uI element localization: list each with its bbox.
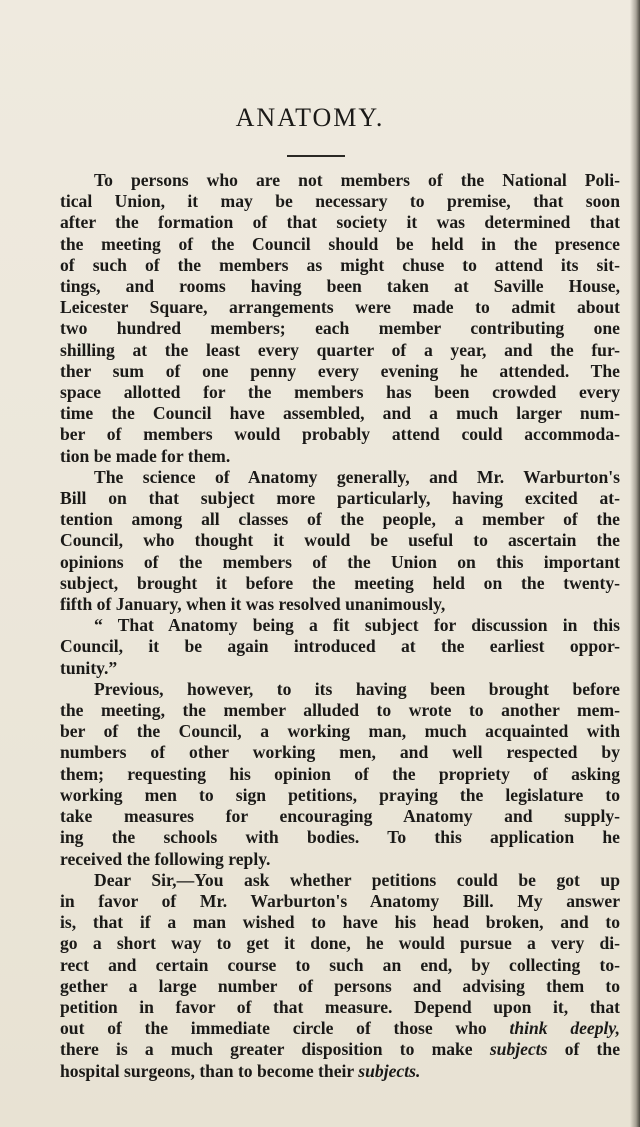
- text-line: received the following reply.: [60, 848, 271, 869]
- text-line: is, that if a man wished to have his head broken, and to: [60, 912, 620, 933]
- text-line: working men to sign petitions, praying the legislature to: [60, 784, 620, 805]
- text-line: Council, who thought it would be useful to ascertain the: [60, 530, 620, 551]
- text-line: numbers of other working men, and well respected by: [60, 742, 620, 763]
- text-line: subject, brought it before the meeting held on the twenty-: [60, 572, 620, 593]
- text-line: in favor of Mr. Warburton's Anatomy Bill. My answer: [60, 890, 620, 911]
- text-line: tical Union, it may be necessary to premise, that soon: [60, 191, 620, 212]
- text-line: ther sum of one penny every evening he attended. The: [60, 360, 620, 381]
- text-line: the meeting, the member alluded to wrote to another mem-: [60, 700, 620, 721]
- text-line: space allotted for the members has been crowded every: [60, 382, 620, 403]
- text-line: tion be made for them.: [60, 445, 231, 466]
- emphasis-text: subjects: [489, 1039, 548, 1060]
- text-line: two hundred members; each member contributing one: [60, 318, 620, 339]
- text-line: Dear Sir,—You ask whether petitions could be got up: [94, 869, 620, 890]
- text-line: opinions of the members of the Union on this important: [60, 551, 620, 572]
- text-line: out of the immediate circle of those who think deeply,: [60, 1018, 620, 1039]
- text-line: rect and certain course to such an end, by collecting to-: [60, 954, 620, 975]
- emphasis-text: subjects.: [358, 1060, 421, 1081]
- text-line: take measures for encouraging Anatomy and supply-: [60, 806, 620, 827]
- page-edge-shadow: [630, 0, 640, 1127]
- text-line: To persons who are not members of the National Poli-: [94, 170, 620, 190]
- text-line: ing the schools with bodies. To this application he: [60, 827, 620, 848]
- text-line: shilling at the least every quarter of a year, and the fur-: [60, 339, 620, 360]
- text-line: Previous, however, to its having been brought before: [94, 678, 620, 699]
- text-line: hospital surgeons, than to become their subjects.: [60, 1060, 421, 1081]
- title-rule: [287, 155, 345, 157]
- emphasis-text: think deeply,: [509, 1018, 620, 1039]
- text-line: The science of Anatomy generally, and Mr. Warburton's: [94, 466, 620, 487]
- text-line: tention among all classes of the people, a member of the: [60, 509, 620, 530]
- text-line: ber of members would probably attend could accommoda-: [60, 424, 620, 445]
- text-line: go a short way to get it done, he would pursue a very di-: [60, 933, 620, 954]
- text-line: Council, it be again introduced at the earliest oppor-: [60, 636, 620, 657]
- text-line: of such of the members as might chuse to attend its sit-: [60, 254, 620, 275]
- text-line: Leicester Square, arrangements were made to admit about: [60, 297, 620, 318]
- text-line: gether a large number of persons and advising them to: [60, 975, 620, 996]
- text-line: fifth of January, when it was resolved unanimously,: [60, 594, 446, 615]
- text-line: there is a much greater disposition to make subjects of the: [60, 1039, 621, 1060]
- text-line: “ That Anatomy being a fit subject for discussion in this: [94, 615, 620, 636]
- body-text: [60, 170, 620, 1082]
- text-line: ber of the Council, a working man, much acquainted with: [60, 721, 620, 742]
- text-line: Bill on that subject more particularly, having excited at-: [60, 488, 620, 509]
- text-line: tunity.”: [60, 657, 118, 678]
- text-line: petition in favor of that measure. Depend upon it, that: [60, 996, 620, 1017]
- text-line: after the formation of that society it was determined that: [60, 212, 620, 233]
- text-line: them; requesting his opinion of the propriety of asking: [60, 763, 620, 784]
- text-line: time the Council have assembled, and a much larger num-: [60, 403, 620, 424]
- text-line: the meeting of the Council should be held in the presence: [60, 233, 620, 254]
- text-line: tings, and rooms having been taken at Saville House,: [60, 276, 620, 297]
- page-title: ANATOMY.: [235, 103, 385, 133]
